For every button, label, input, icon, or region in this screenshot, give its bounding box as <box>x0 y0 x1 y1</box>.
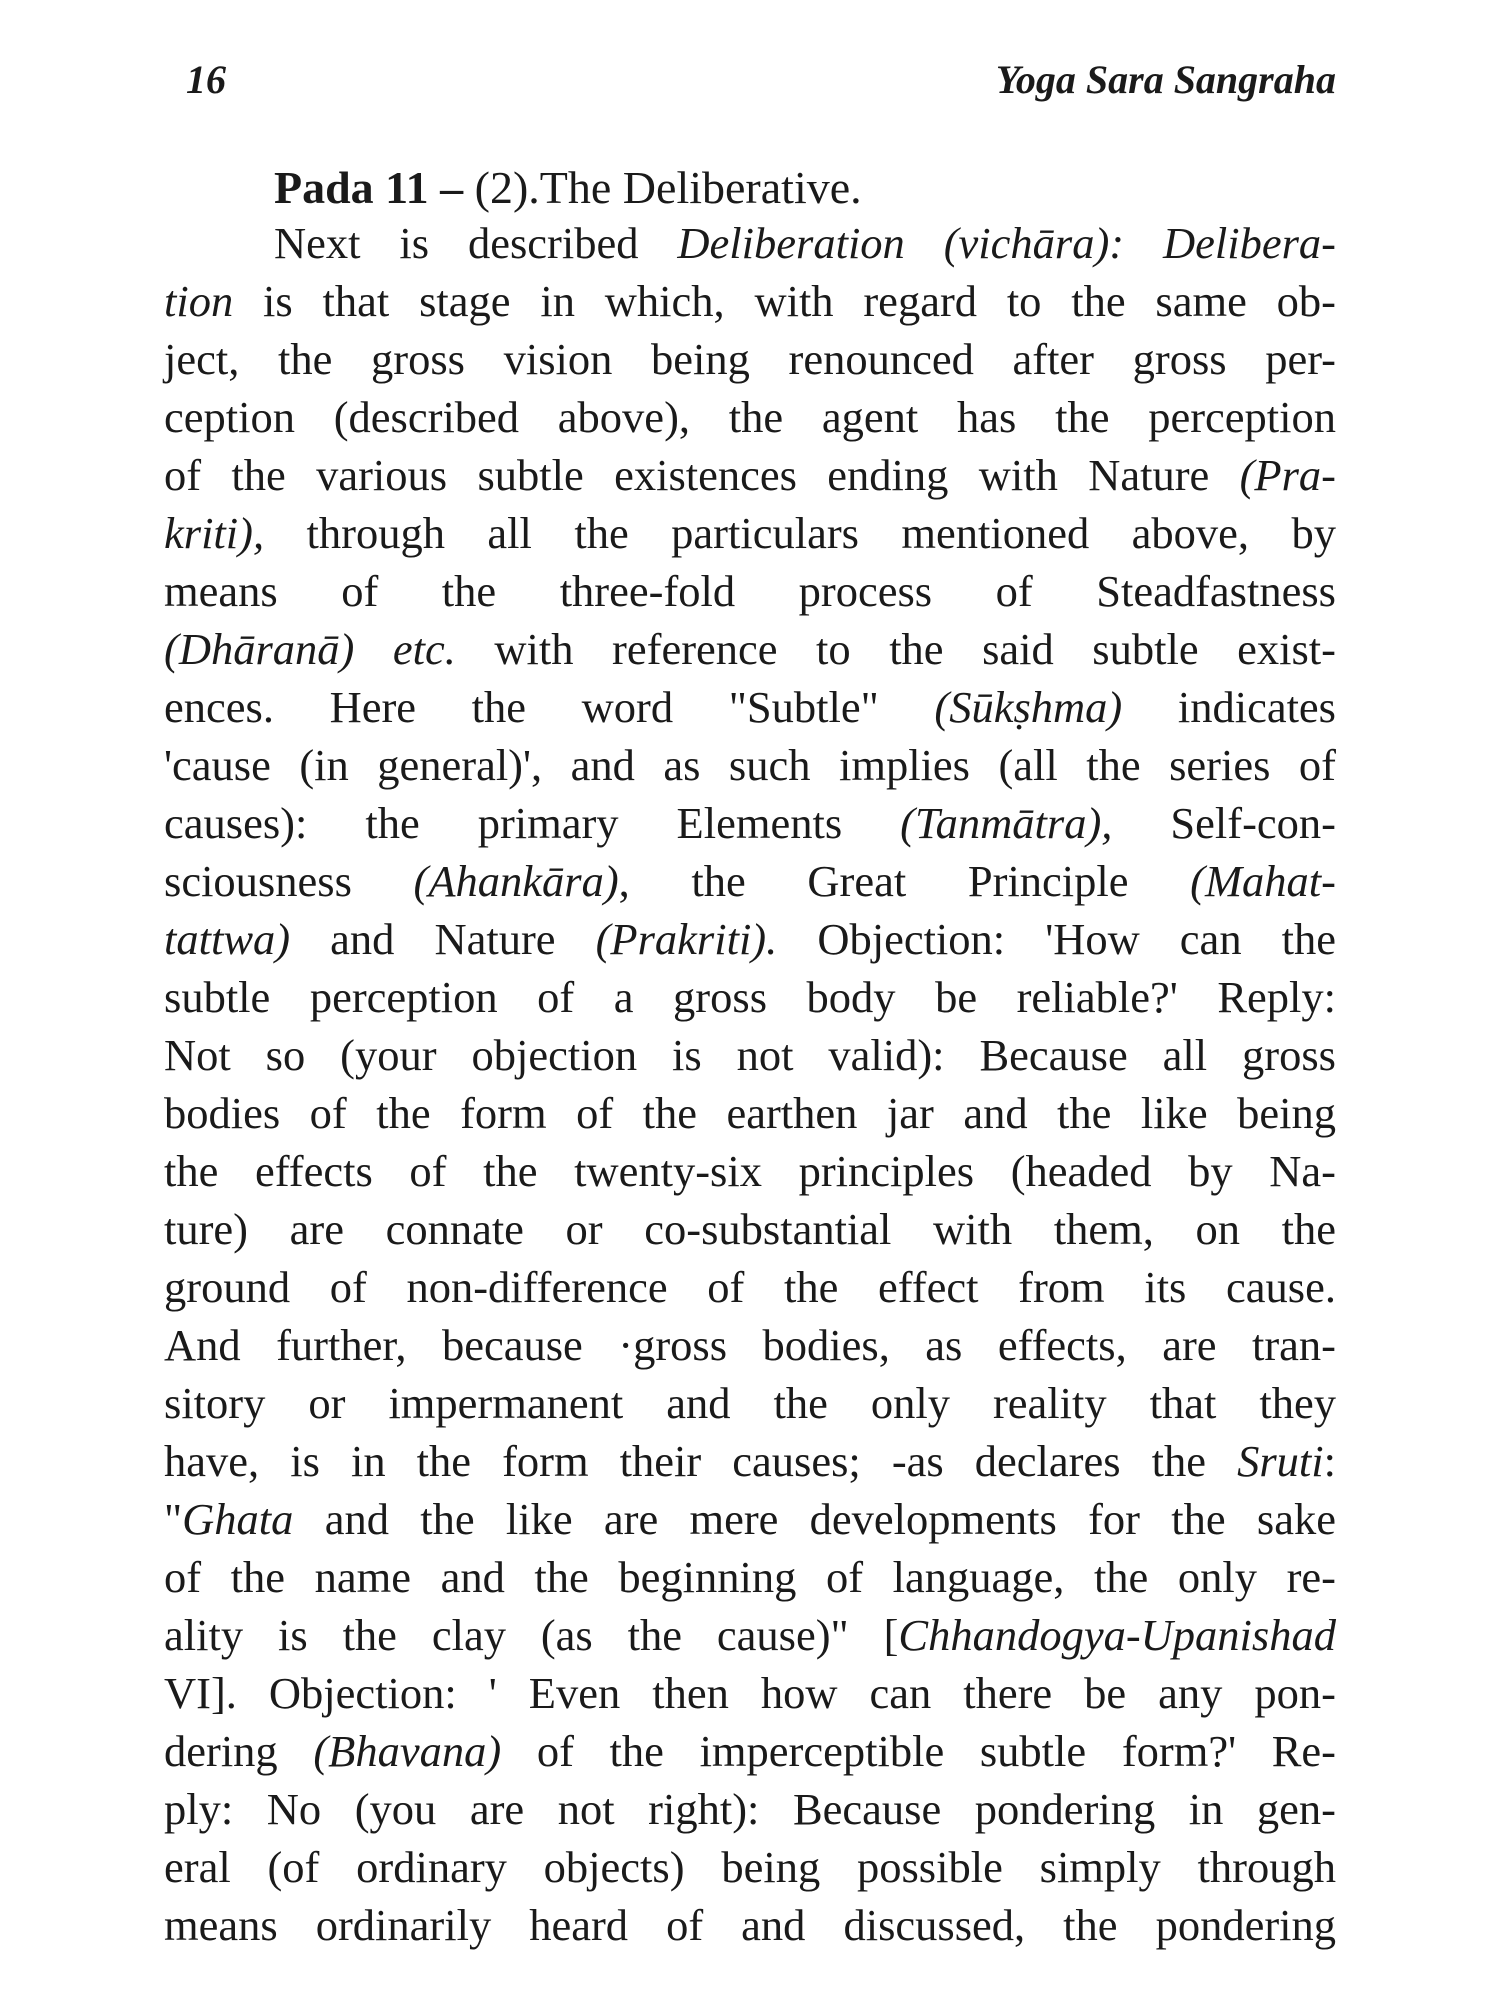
text-line <box>164 910 1336 968</box>
text-run: Not so (your objection is not valid): Because all gross <box>164 1030 1336 1080</box>
text-run: ality is the clay (as the cause)" [ <box>164 1610 899 1660</box>
body-paragraph <box>164 214 1336 1954</box>
text-run: means of the three-fold process of Steadfastness <box>164 566 1336 616</box>
section-heading <box>274 162 1336 214</box>
text-line <box>164 1548 1336 1606</box>
text-run: And further, because ·gross bodies, as effects, are tran- <box>164 1320 1336 1370</box>
text-run: means ordinarily heard of and discussed, the pondering <box>164 1900 1336 1950</box>
text-run: through all the particulars mentioned above, by <box>264 508 1336 558</box>
heading-dash: – <box>428 162 475 213</box>
text-line <box>164 1490 1336 1548</box>
text-run: Self-con- <box>1112 798 1336 848</box>
italic-term: Sruti <box>1237 1436 1324 1486</box>
italic-term: kriti), <box>164 508 265 558</box>
text-line <box>164 1258 1336 1316</box>
text-line <box>164 562 1336 620</box>
text-run: of the various subtle existences ending with Nature <box>164 450 1240 500</box>
italic-term: Ghata <box>182 1494 294 1544</box>
text-run: of the name and the beginning of language, the only re- <box>164 1552 1336 1602</box>
text-run: bodies of the form of the earthen jar and the like being <box>164 1088 1336 1138</box>
text-line <box>164 1780 1336 1838</box>
text-run: dering <box>164 1726 314 1776</box>
text-run: ground of non-difference of the effect from its cause. <box>164 1262 1336 1312</box>
page-number: 16 <box>186 57 226 102</box>
section-title: (2).The Deliberative. <box>474 162 862 213</box>
book-title: Yoga Sara Sangraha <box>995 57 1336 102</box>
italic-term: Deliberation (vichāra): Delibera- <box>677 218 1336 268</box>
text-run: 'cause (in general)', and as such implies (all the series of <box>164 740 1336 790</box>
text-line <box>164 1316 1336 1374</box>
text-line <box>164 330 1336 388</box>
text-run: indicates <box>1122 682 1336 732</box>
text-run: the effects of the twenty-six principles (headed by Na- <box>164 1146 1336 1196</box>
text-run: ture) are connate or co-substantial with them, on the <box>164 1204 1336 1254</box>
italic-term: (Mahat- <box>1190 856 1336 906</box>
italic-term: (Dhāranā) etc. <box>164 624 456 674</box>
text-line <box>164 446 1336 504</box>
text-line <box>164 1896 1336 1954</box>
text-run: of the imperceptible subtle form?' Re- <box>501 1726 1336 1776</box>
text-run: ject, the gross vision being renounced after gross per- <box>164 334 1336 384</box>
text-line <box>164 1664 1336 1722</box>
italic-term: tion <box>164 276 234 326</box>
text-line <box>164 1084 1336 1142</box>
running-head <box>164 56 1336 104</box>
text-line <box>164 794 1336 852</box>
text-run: subtle perception of a gross body be reliable?' Reply: <box>164 972 1336 1022</box>
text-line <box>164 1606 1336 1664</box>
text-run: sciousness <box>164 856 414 906</box>
text-run: Next is described <box>274 218 678 268</box>
text-run: : <box>1323 1436 1336 1486</box>
italic-term: Chhandogya-Upanishad <box>898 1610 1336 1660</box>
text-run: causes): the primary Elements <box>164 798 901 848</box>
text-line <box>164 1838 1336 1896</box>
text-run: is that stage in which, with regard to the same ob- <box>233 276 1336 326</box>
text-run: ception (described above), the agent has the perception <box>164 392 1336 442</box>
text-run: Objection: 'How can the <box>777 914 1336 964</box>
text-run: and the like are mere developments for the sake <box>293 1494 1336 1544</box>
text-line <box>164 214 1336 272</box>
italic-term: (Sūkṣhma) <box>934 682 1123 732</box>
text-line <box>164 388 1336 446</box>
text-run: with reference to the said subtle exist- <box>455 624 1336 674</box>
text-run: sitory or impermanent and the only reality that they <box>164 1378 1336 1428</box>
italic-term: (Ahankāra) <box>413 856 619 906</box>
italic-term: (Pra- <box>1239 450 1336 500</box>
italic-term: (Bhavana) <box>313 1726 502 1776</box>
pada-label: Pada 11 <box>274 162 429 213</box>
text-run: " <box>164 1494 183 1544</box>
text-line <box>164 736 1336 794</box>
text-line <box>164 620 1336 678</box>
text-run: ply: No (you are not right): Because pondering in gen- <box>164 1784 1336 1834</box>
text-line <box>164 678 1336 736</box>
text-line <box>164 1142 1336 1200</box>
text-run: , the Great Principle <box>618 856 1191 906</box>
text-run: ences. Here the word "Subtle" <box>164 682 935 732</box>
text-line <box>164 272 1336 330</box>
text-line <box>164 968 1336 1026</box>
text-line <box>164 504 1336 562</box>
text-line <box>164 1200 1336 1258</box>
text-run: have, is in the form their causes; -as declares the <box>164 1436 1238 1486</box>
text-line <box>164 1432 1336 1490</box>
text-line <box>164 1722 1336 1780</box>
text-run: VI]. Objection: ' Even then how can there be any pon- <box>164 1668 1336 1718</box>
text-line <box>164 1374 1336 1432</box>
text-line <box>164 1026 1336 1084</box>
text-run: eral (of ordinary objects) being possible simply through <box>164 1842 1336 1892</box>
italic-term: (Prakriti). <box>595 914 778 964</box>
text-line <box>164 852 1336 910</box>
italic-term: (Tanmātra), <box>900 798 1113 848</box>
italic-term: tattwa) <box>164 914 291 964</box>
text-run: and Nature <box>290 914 596 964</box>
